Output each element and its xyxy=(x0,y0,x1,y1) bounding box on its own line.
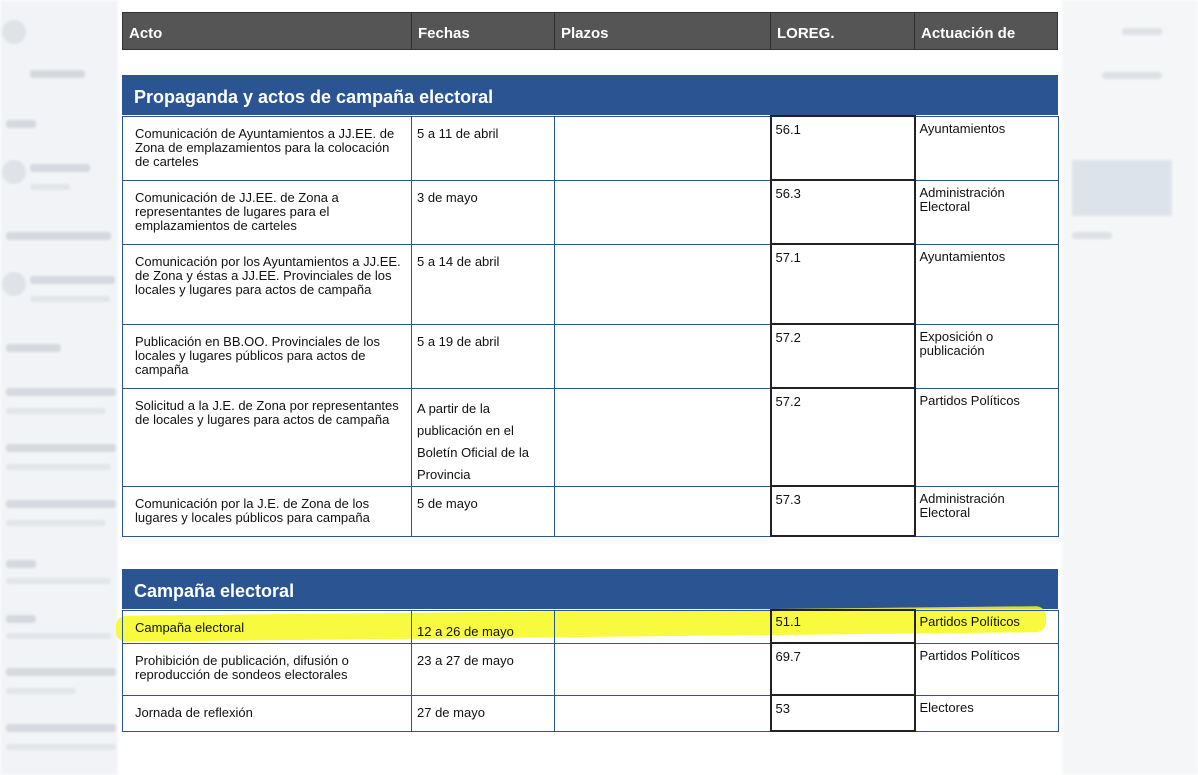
cell-fechas: 5 a 14 de abril xyxy=(412,244,555,324)
cell-actuacion: Partidos Políticos xyxy=(915,610,1059,643)
cell-loreg: 57.2 xyxy=(771,324,915,388)
table-propaganda xyxy=(122,115,1059,537)
table-row xyxy=(123,695,1059,731)
cell-loreg: 56.1 xyxy=(771,116,915,180)
table-row-highlighted xyxy=(123,610,1059,643)
cell-fechas: 3 de mayo xyxy=(412,180,555,244)
table-row xyxy=(123,324,1059,388)
avatar xyxy=(2,20,26,44)
cell-fechas: 23 a 27 de mayo xyxy=(412,643,555,695)
cell-fechas: 5 a 11 de abril xyxy=(412,116,555,180)
table-row xyxy=(123,244,1059,324)
cell-loreg: 56.3 xyxy=(771,180,915,244)
cell-fechas: 27 de mayo xyxy=(412,695,555,731)
cell-plazos xyxy=(555,643,771,695)
cell-acto: Comunicación de Ayuntamientos a JJ.EE. de Zona de emplazamientos para la colocación de carteles xyxy=(123,116,412,180)
column-header-acto: Acto xyxy=(123,13,412,49)
background-sidebar xyxy=(0,0,118,775)
cell-acto: Publicación en BB.OO. Provinciales de los locales y lugares públicos para actos de campaña xyxy=(123,324,412,388)
cell-plazos xyxy=(555,180,771,244)
avatar xyxy=(2,160,26,184)
cell-loreg: 51.1 xyxy=(771,610,915,643)
cell-acto: Jornada de reflexión xyxy=(123,695,412,731)
cell-actuacion: Ayuntamientos xyxy=(915,116,1059,180)
cell-actuacion: Exposición o publicación xyxy=(915,324,1059,388)
column-header-loreg: LOREG. xyxy=(771,13,915,49)
cell-plazos xyxy=(555,244,771,324)
cell-acto: Comunicación por los Ayuntamientos a JJ.EE. de Zona y éstas a JJ.EE. Provinciales de los locales y lugares para actos de campaña xyxy=(123,244,412,324)
cell-plazos xyxy=(555,116,771,180)
table-header xyxy=(122,12,1058,50)
cell-acto: Solicitud a la J.E. de Zona por representantes de locales y lugares para actos de campaña xyxy=(123,388,412,486)
cell-loreg: 69.7 xyxy=(771,643,915,695)
cell-plazos xyxy=(555,324,771,388)
cell-plazos xyxy=(555,486,771,536)
cell-actuacion: Ayuntamientos xyxy=(915,244,1059,324)
section-title-campana: Campaña electoral xyxy=(122,569,1058,609)
cell-fechas: 12 a 26 de mayo xyxy=(412,610,555,643)
table-row xyxy=(123,643,1059,695)
cell-acto: Prohibición de publicación, difusión o reproducción de sondeos electorales xyxy=(123,643,412,695)
cell-actuacion: Administración Electoral xyxy=(915,180,1059,244)
cell-fechas: 5 a 19 de abril xyxy=(412,324,555,388)
cell-fechas: 5 de mayo xyxy=(412,486,555,536)
cell-actuacion: Partidos Políticos xyxy=(915,388,1059,486)
cell-actuacion: Administración Electoral xyxy=(915,486,1059,536)
document-page xyxy=(122,0,1058,775)
column-header-fechas: Fechas xyxy=(412,13,555,49)
cell-loreg: 53 xyxy=(771,695,915,731)
table-row xyxy=(123,180,1059,244)
background-panel xyxy=(1062,0,1198,775)
cell-actuacion: Partidos Políticos xyxy=(915,643,1059,695)
table-campana xyxy=(122,609,1059,732)
cell-loreg: 57.2 xyxy=(771,388,915,486)
cell-acto: Campaña electoral xyxy=(123,610,412,643)
table-row xyxy=(123,486,1059,536)
avatar xyxy=(2,272,26,296)
cell-loreg: 57.3 xyxy=(771,486,915,536)
column-header-actuacion: Actuación de xyxy=(921,25,1016,42)
cell-acto: Comunicación de JJ.EE. de Zona a representantes de lugares para el emplazamientos de carteles xyxy=(123,180,412,244)
cell-plazos xyxy=(555,388,771,486)
column-header-plazos: Plazos xyxy=(555,13,771,49)
table-row xyxy=(123,116,1059,180)
section-title-propaganda: Propaganda y actos de campaña electoral xyxy=(122,75,1058,115)
cell-plazos xyxy=(555,695,771,731)
cell-plazos xyxy=(555,610,771,643)
cell-actuacion: Electores xyxy=(915,695,1059,731)
background-image xyxy=(1072,160,1172,216)
cell-acto: Comunicación por la J.E. de Zona de los lugares y locales públicos para campaña xyxy=(123,486,412,536)
cell-loreg: 57.1 xyxy=(771,244,915,324)
cell-fechas: A partir de la publicación en el Boletín Oficial de la Provincia xyxy=(412,388,555,486)
table-row xyxy=(123,388,1059,486)
